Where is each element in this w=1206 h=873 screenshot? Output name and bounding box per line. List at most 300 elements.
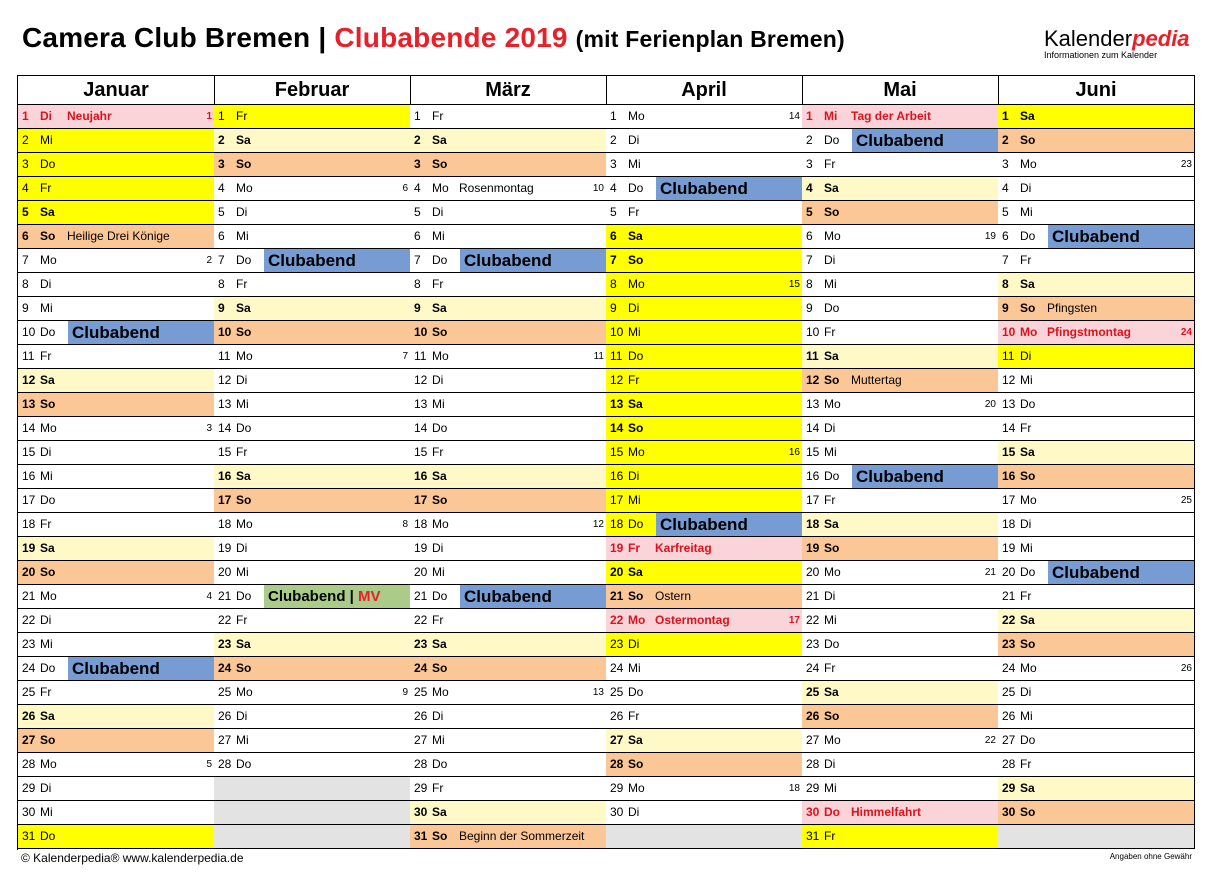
- month-column: [802, 76, 999, 849]
- day-number: 5: [1002, 205, 1009, 219]
- day-number: 29: [1002, 781, 1016, 795]
- day-number: 11: [414, 349, 427, 363]
- logo-accent: pedia: [1132, 26, 1190, 51]
- holiday-label: Pfingstmontag: [1047, 325, 1131, 339]
- day-number: 17: [806, 493, 820, 507]
- day-cell: [998, 537, 1194, 561]
- day-cell: [998, 321, 1194, 345]
- day-cell: [18, 825, 214, 849]
- event-label: Beginn der Sommerzeit: [459, 829, 585, 843]
- day-number: 15: [610, 445, 624, 459]
- day-cell: [410, 345, 606, 369]
- day-cell: [214, 345, 410, 369]
- weekday-abbr: Mi: [628, 325, 641, 339]
- weekday-abbr: Di: [1020, 685, 1032, 699]
- day-number: 23: [218, 637, 232, 651]
- day-number: 2: [610, 133, 617, 147]
- day-cell: [606, 609, 802, 633]
- day-number: 19: [806, 541, 820, 555]
- day-cell: [606, 489, 802, 513]
- day-number: 28: [610, 757, 624, 771]
- weekday-abbr: So: [824, 541, 840, 555]
- weekday-abbr: Do: [628, 181, 644, 195]
- weekday-abbr: Fr: [824, 829, 836, 843]
- weekday-abbr: So: [628, 421, 644, 435]
- weekday-abbr: Mi: [1020, 373, 1033, 387]
- weekday-abbr: Fr: [432, 445, 444, 459]
- logo-tagline: Informationen zum Kalender: [1044, 50, 1158, 60]
- weekday-abbr: Mo: [628, 613, 646, 627]
- day-cell: [214, 489, 410, 513]
- day-cell: [802, 513, 998, 537]
- day-cell: [802, 609, 998, 633]
- weekday-abbr: So: [1020, 301, 1036, 315]
- week-number: 24: [1180, 327, 1192, 338]
- day-number: 25: [22, 685, 36, 699]
- day-cell: [998, 153, 1194, 177]
- clubabend-event: [1048, 561, 1194, 584]
- day-number: 26: [1002, 709, 1016, 723]
- mv-label: MV: [358, 588, 381, 605]
- day-number: 17: [610, 493, 624, 507]
- empty-day-cell: [998, 825, 1194, 849]
- weekday-abbr: Do: [1020, 565, 1036, 579]
- week-number: 9: [402, 687, 408, 698]
- clubabend-label: Clubabend: [464, 587, 552, 606]
- weekday-abbr: Mo: [236, 685, 253, 699]
- day-number: 14: [806, 421, 820, 435]
- day-number: 7: [610, 253, 617, 267]
- weekday-abbr: Do: [432, 253, 448, 267]
- month-header: Februar: [214, 76, 410, 105]
- day-number: 14: [22, 421, 36, 435]
- day-number: 12: [610, 373, 624, 387]
- day-cell: [214, 705, 410, 729]
- weekday-abbr: Di: [824, 757, 836, 771]
- day-cell: [606, 633, 802, 657]
- day-number: 10: [1002, 325, 1016, 339]
- weekday-abbr: Di: [432, 373, 444, 387]
- day-cell: [214, 321, 410, 345]
- clubabend-event: [1048, 225, 1194, 248]
- weekday-abbr: So: [1020, 637, 1036, 651]
- weekday-abbr: Sa: [236, 301, 251, 315]
- weekday-abbr: Mo: [628, 109, 645, 123]
- day-cell: [998, 201, 1194, 225]
- day-cell: [18, 537, 214, 561]
- week-number: 20: [984, 399, 996, 410]
- weekday-abbr: So: [824, 709, 840, 723]
- day-cell: [802, 105, 998, 129]
- day-number: 27: [1002, 733, 1016, 747]
- weekday-abbr: Sa: [40, 541, 55, 555]
- day-cell: [606, 585, 802, 609]
- day-number: 19: [22, 541, 36, 555]
- day-cell: [214, 297, 410, 321]
- day-cell: [410, 609, 606, 633]
- weekday-abbr: Fr: [824, 661, 836, 675]
- day-cell: [410, 489, 606, 513]
- day-cell: [18, 129, 214, 153]
- day-cell: [214, 585, 410, 609]
- weekday-abbr: Mo: [1020, 157, 1037, 171]
- day-cell: [802, 297, 998, 321]
- week-number: 21: [984, 567, 996, 578]
- day-number: 24: [1002, 661, 1016, 675]
- day-number: 5: [22, 205, 29, 219]
- clubabend-event: [264, 585, 410, 608]
- weekday-abbr: Di: [432, 205, 444, 219]
- weekday-abbr: Do: [824, 469, 840, 483]
- day-cell: [214, 537, 410, 561]
- day-cell: [998, 369, 1194, 393]
- weekday-abbr: So: [824, 373, 840, 387]
- day-number: 10: [806, 325, 820, 339]
- day-cell: [410, 633, 606, 657]
- weekday-abbr: Di: [40, 445, 52, 459]
- day-cell: [18, 561, 214, 585]
- empty-day-cell: [606, 825, 802, 849]
- week-number: 17: [788, 615, 800, 626]
- month-column: [18, 76, 215, 849]
- weekday-abbr: Fr: [432, 109, 444, 123]
- day-number: 27: [610, 733, 624, 747]
- weekday-abbr: Do: [1020, 229, 1036, 243]
- day-number: 20: [1002, 565, 1016, 579]
- day-cell: [802, 153, 998, 177]
- day-number: 13: [414, 397, 428, 411]
- day-number: 23: [1002, 637, 1016, 651]
- weekday-abbr: Do: [40, 325, 56, 339]
- weekday-abbr: Fr: [824, 493, 836, 507]
- day-number: 12: [22, 373, 36, 387]
- clubabend-event: [68, 321, 214, 344]
- weekday-abbr: Sa: [1020, 781, 1035, 795]
- day-cell: [410, 177, 606, 201]
- weekday-abbr: Di: [40, 781, 52, 795]
- day-number: 15: [218, 445, 232, 459]
- day-cell: [606, 369, 802, 393]
- week-number: 5: [206, 759, 212, 770]
- day-number: 30: [414, 805, 428, 819]
- day-number: 29: [414, 781, 428, 795]
- day-number: 21: [1002, 589, 1016, 603]
- day-number: 2: [22, 133, 29, 147]
- weekday-abbr: Mi: [236, 565, 249, 579]
- day-cell: [998, 801, 1194, 825]
- day-cell: [802, 681, 998, 705]
- day-cell: [802, 129, 998, 153]
- weekday-abbr: Fr: [628, 205, 640, 219]
- day-number: 18: [218, 517, 232, 531]
- holiday-label: Himmelfahrt: [851, 805, 922, 819]
- month-header: März: [410, 76, 606, 105]
- clubabend-label: Clubabend: [268, 251, 356, 270]
- day-number: 13: [218, 397, 232, 411]
- day-cell: [214, 633, 410, 657]
- day-cell: [214, 681, 410, 705]
- day-number: 13: [1002, 397, 1016, 411]
- day-cell: [18, 153, 214, 177]
- day-cell: [606, 657, 802, 681]
- clubabend-label: Clubabend: [464, 251, 552, 270]
- day-number: 16: [218, 469, 232, 483]
- day-number: 5: [806, 205, 813, 219]
- weekday-abbr: Mo: [432, 517, 449, 531]
- day-number: 4: [610, 181, 617, 195]
- weekday-abbr: So: [628, 253, 644, 267]
- day-number: 14: [1002, 421, 1016, 435]
- day-cell: [802, 753, 998, 777]
- day-cell: [998, 489, 1194, 513]
- day-number: 27: [414, 733, 428, 747]
- month-column: [214, 76, 411, 849]
- weekday-abbr: Mo: [1020, 325, 1038, 339]
- day-number: 25: [414, 685, 428, 699]
- day-number: 1: [1002, 109, 1009, 123]
- day-cell: [410, 825, 606, 849]
- day-number: 23: [414, 637, 428, 651]
- weekday-abbr: Sa: [1020, 277, 1035, 291]
- week-number: 18: [788, 783, 800, 794]
- day-cell: [606, 393, 802, 417]
- day-number: 29: [806, 781, 820, 795]
- day-cell: [410, 657, 606, 681]
- day-cell: [410, 777, 606, 801]
- weekday-abbr: Di: [236, 373, 248, 387]
- weekday-abbr: Fr: [628, 709, 640, 723]
- day-cell: [802, 225, 998, 249]
- week-number: 8: [402, 519, 408, 530]
- weekday-abbr: Di: [40, 613, 52, 627]
- month-column: [606, 76, 803, 849]
- weekday-abbr: So: [236, 661, 252, 675]
- day-number: 11: [806, 349, 819, 363]
- day-number: 1: [806, 109, 813, 123]
- day-number: 9: [1002, 301, 1009, 315]
- day-cell: [998, 417, 1194, 441]
- weekday-abbr: Fr: [1020, 421, 1032, 435]
- weekday-abbr: Fr: [40, 181, 52, 195]
- weekday-abbr: Do: [1020, 733, 1036, 747]
- day-cell: [802, 417, 998, 441]
- day-number: 16: [806, 469, 820, 483]
- day-number: 23: [22, 637, 36, 651]
- day-cell: [998, 777, 1194, 801]
- weekday-abbr: So: [1020, 469, 1036, 483]
- weekday-abbr: Mi: [628, 157, 641, 171]
- day-number: 15: [1002, 445, 1016, 459]
- day-cell: [18, 369, 214, 393]
- day-number: 20: [806, 565, 820, 579]
- weekday-abbr: So: [432, 325, 448, 339]
- day-cell: [606, 153, 802, 177]
- weekday-abbr: Mi: [824, 109, 838, 123]
- day-cell: [802, 561, 998, 585]
- day-cell: [214, 393, 410, 417]
- day-number: 6: [806, 229, 813, 243]
- weekday-abbr: Mi: [40, 301, 53, 315]
- weekday-abbr: Do: [628, 685, 644, 699]
- empty-day-cell: [214, 777, 410, 801]
- day-cell: [606, 729, 802, 753]
- weekday-abbr: Mi: [432, 229, 445, 243]
- day-cell: [998, 129, 1194, 153]
- weekday-abbr: Sa: [236, 637, 251, 651]
- day-cell: [802, 801, 998, 825]
- event-label: Rosenmontag: [459, 181, 534, 195]
- day-number: 3: [806, 157, 813, 171]
- weekday-abbr: Di: [1020, 349, 1032, 363]
- week-number: 1: [206, 111, 212, 122]
- day-number: 29: [22, 781, 36, 795]
- day-cell: [802, 249, 998, 273]
- weekday-abbr: Do: [824, 637, 840, 651]
- day-number: 16: [610, 469, 624, 483]
- week-number: 23: [1180, 159, 1192, 170]
- day-number: 27: [218, 733, 232, 747]
- weekday-abbr: Sa: [628, 229, 643, 243]
- day-cell: [998, 585, 1194, 609]
- day-number: 25: [610, 685, 624, 699]
- day-cell: [18, 273, 214, 297]
- month-header: Januar: [18, 76, 214, 105]
- day-cell: [410, 753, 606, 777]
- day-cell: [998, 465, 1194, 489]
- day-cell: [802, 825, 998, 849]
- day-cell: [18, 321, 214, 345]
- weekday-abbr: So: [628, 757, 644, 771]
- weekday-abbr: Di: [824, 421, 836, 435]
- day-cell: [18, 297, 214, 321]
- day-number: 18: [610, 517, 624, 531]
- clubabend-event: [460, 585, 606, 608]
- weekday-abbr: Sa: [628, 733, 643, 747]
- day-cell: [802, 537, 998, 561]
- day-cell: [18, 225, 214, 249]
- weekday-abbr: Sa: [628, 397, 643, 411]
- weekday-abbr: Do: [236, 757, 252, 771]
- day-number: 1: [414, 109, 421, 123]
- day-number: 26: [414, 709, 428, 723]
- week-number: 22: [984, 735, 996, 746]
- day-number: 22: [610, 613, 624, 627]
- day-cell: [606, 417, 802, 441]
- day-cell: [998, 105, 1194, 129]
- day-number: 27: [22, 733, 36, 747]
- day-cell: [214, 513, 410, 537]
- logo-wordmark: [1044, 28, 1190, 50]
- day-cell: [410, 585, 606, 609]
- day-cell: [802, 369, 998, 393]
- day-number: 7: [218, 253, 225, 267]
- day-cell: [18, 249, 214, 273]
- day-number: 14: [610, 421, 624, 435]
- day-cell: [18, 633, 214, 657]
- day-cell: [998, 225, 1194, 249]
- weekday-abbr: So: [236, 493, 252, 507]
- day-number: 3: [22, 157, 29, 171]
- day-number: 13: [22, 397, 36, 411]
- weekday-abbr: So: [40, 565, 56, 579]
- day-number: 4: [22, 181, 29, 195]
- weekday-abbr: Mi: [1020, 541, 1033, 555]
- day-cell: [802, 657, 998, 681]
- weekday-abbr: Do: [40, 493, 56, 507]
- day-cell: [410, 561, 606, 585]
- day-cell: [802, 585, 998, 609]
- day-cell: [214, 177, 410, 201]
- day-number: 10: [218, 325, 232, 339]
- day-number: 3: [1002, 157, 1009, 171]
- weekday-abbr: Di: [40, 277, 52, 291]
- day-number: 10: [414, 325, 428, 339]
- weekday-abbr: So: [40, 733, 56, 747]
- clubabend-event: [460, 249, 606, 272]
- day-cell: [18, 489, 214, 513]
- day-cell: [214, 129, 410, 153]
- weekday-abbr: Mo: [432, 181, 449, 195]
- day-number: 7: [414, 253, 421, 267]
- day-number: 27: [806, 733, 820, 747]
- day-number: 12: [1002, 373, 1016, 387]
- day-cell: [410, 513, 606, 537]
- day-cell: [18, 393, 214, 417]
- day-cell: [410, 705, 606, 729]
- title-club: Camera Club Bremen |: [22, 22, 335, 53]
- day-cell: [410, 153, 606, 177]
- weekday-abbr: Do: [628, 349, 644, 363]
- day-cell: [606, 561, 802, 585]
- day-number: 28: [806, 757, 820, 771]
- clubabend-label: Clubabend: [660, 179, 748, 198]
- day-number: 6: [610, 229, 617, 243]
- day-cell: [18, 801, 214, 825]
- weekday-abbr: Di: [1020, 517, 1032, 531]
- day-number: 25: [1002, 685, 1016, 699]
- day-cell: [18, 609, 214, 633]
- weekday-abbr: Mo: [824, 229, 841, 243]
- day-cell: [802, 777, 998, 801]
- day-number: 15: [22, 445, 36, 459]
- weekday-abbr: So: [628, 589, 644, 603]
- weekday-abbr: Do: [40, 157, 56, 171]
- day-number: 11: [1002, 349, 1015, 363]
- day-number: 5: [218, 205, 225, 219]
- weekday-abbr: Sa: [236, 469, 251, 483]
- weekday-abbr: Do: [432, 421, 448, 435]
- day-cell: [410, 225, 606, 249]
- weekday-abbr: So: [236, 157, 252, 171]
- weekday-abbr: So: [432, 157, 448, 171]
- weekday-abbr: Mi: [40, 805, 53, 819]
- title-subtitle: (mit Ferienplan Bremen): [575, 26, 845, 52]
- day-number: 30: [806, 805, 820, 819]
- day-cell: [606, 177, 802, 201]
- day-cell: [998, 705, 1194, 729]
- event-label: Pfingsten: [1047, 301, 1098, 315]
- day-cell: [214, 273, 410, 297]
- day-number: 6: [22, 229, 29, 243]
- day-number: 31: [414, 829, 428, 843]
- week-number: 15: [788, 279, 800, 290]
- day-number: 9: [414, 301, 421, 315]
- weekday-abbr: Sa: [432, 469, 447, 483]
- weekday-abbr: So: [40, 397, 56, 411]
- weekday-abbr: Mo: [1020, 493, 1037, 507]
- day-cell: [606, 465, 802, 489]
- day-cell: [606, 129, 802, 153]
